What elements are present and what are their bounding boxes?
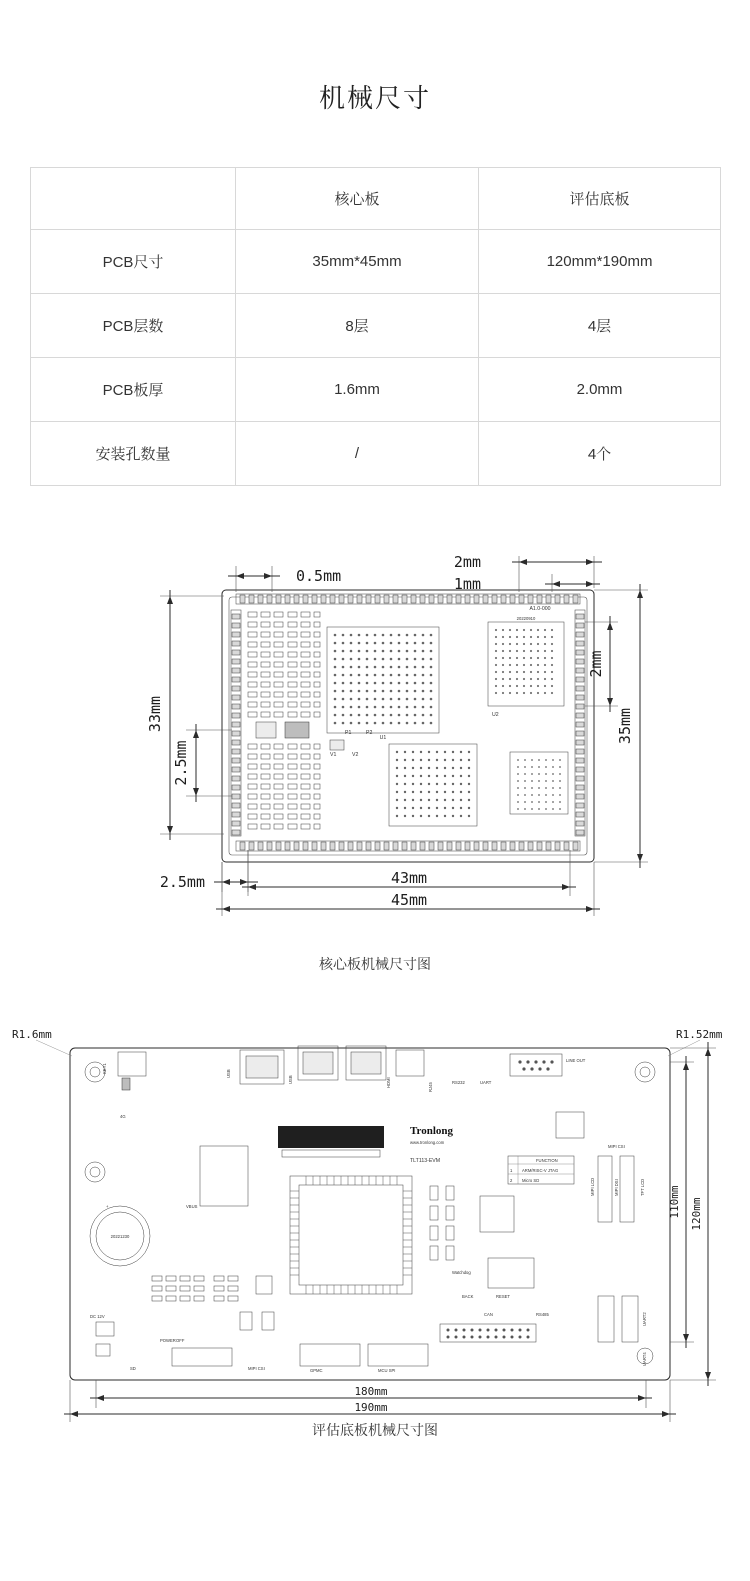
core-pad-col-right xyxy=(575,610,585,836)
svg-text:1: 1 xyxy=(510,1168,513,1173)
coin-cell-date-code: 20221230 xyxy=(110,1234,130,1239)
svg-text:4G: 4G xyxy=(120,1114,126,1119)
svg-text:RS485: RS485 xyxy=(536,1312,549,1317)
core-label-p2: P2 xyxy=(366,730,373,736)
core-passive-components xyxy=(248,612,344,829)
dim-bottom-left-2-5mm xyxy=(160,850,258,892)
switch-label: OFF xyxy=(176,1338,185,1343)
table-row xyxy=(31,230,721,294)
dim-right-2mm xyxy=(585,616,618,712)
dim-text-r1-6mm: R1.6mm xyxy=(12,1028,52,1041)
dim-text-0-5mm: 0.5mm xyxy=(296,567,342,585)
table-row xyxy=(31,422,721,486)
header-cell-eval-board: 评估底板 xyxy=(479,168,721,230)
dim-text-180mm: 180mm xyxy=(354,1385,388,1398)
cell-base-pcb-thickness: 2.0mm xyxy=(479,358,721,422)
core-pad-row-bottom xyxy=(236,841,580,851)
core-label-p1: P1 xyxy=(345,730,352,736)
dim-text-2mm-right: 2mm xyxy=(587,650,605,678)
svg-text:USB: USB xyxy=(288,1075,293,1084)
core-label-revision: A1.0-000 xyxy=(529,606,551,612)
dim-text-43mm: 43mm xyxy=(390,869,428,887)
dim-text-190mm: 190mm xyxy=(354,1401,388,1414)
cell-base-pcb-size: 120mm*190mm xyxy=(479,230,721,294)
brand-logo-text: Tronlong xyxy=(410,1125,453,1137)
svg-text:MCU SPI: MCU SPI xyxy=(378,1368,396,1373)
dim-text-120mm: 120mm xyxy=(690,1197,703,1231)
base-board-drawing-block xyxy=(0,1026,750,1440)
cell-core-pcb-thickness: 1.6mm xyxy=(236,358,479,422)
dim-top-left-0-5mm xyxy=(228,566,341,592)
core-board-mechanical-drawing xyxy=(0,544,750,944)
cell-core-mount-holes: / xyxy=(236,422,479,486)
table-row xyxy=(31,358,721,422)
svg-text:POWER: POWER xyxy=(160,1338,176,1343)
svg-text:SD: SD xyxy=(130,1366,136,1371)
callout-corner-left xyxy=(12,1028,72,1056)
core-component-emmc xyxy=(389,744,477,826)
svg-text:MIPI DSI: MIPI DSI xyxy=(614,1179,619,1196)
dim-text-2-5mm-bottom: 2.5mm xyxy=(159,873,205,891)
base-silkscreen-labels xyxy=(130,1144,625,1373)
table-header-row xyxy=(31,168,721,230)
brand-website-text: www.tronlong.com xyxy=(410,1140,445,1145)
cell-base-pcb-layers: 4层 xyxy=(479,294,721,358)
header-cell-blank xyxy=(31,168,236,230)
cell-core-pcb-size: 35mm*45mm xyxy=(236,230,479,294)
core-board-drawing-block xyxy=(0,544,750,974)
svg-text:UART4: UART4 xyxy=(642,1352,647,1366)
dim-text-33mm: 33mm xyxy=(146,695,164,733)
core-label-u2: U2 xyxy=(492,712,499,718)
base-silkscreen-top-labels xyxy=(102,1058,586,1119)
svg-text:GPMC: GPMC xyxy=(310,1368,323,1373)
svg-text:CAN: CAN xyxy=(484,1312,493,1317)
header-cell-core-board: 核心板 xyxy=(236,168,479,230)
core-board-caption: 核心板机械尺寸图 xyxy=(319,956,431,972)
svg-text:MIPI CSI: MIPI CSI xyxy=(608,1144,625,1149)
row-label-pcb-thickness: PCB板厚 xyxy=(31,358,236,422)
base-board-mechanical-drawing xyxy=(0,1026,750,1426)
page-title: 机械尺寸 xyxy=(318,83,431,113)
cell-base-mount-holes: 4个 xyxy=(479,422,721,486)
dim-text-2mm-top: 2mm xyxy=(453,553,481,571)
dim-bottom-43mm xyxy=(242,850,576,896)
base-power-section xyxy=(90,1314,185,1356)
core-pad-col-left xyxy=(231,610,241,836)
svg-text:RJ45: RJ45 xyxy=(428,1082,433,1092)
svg-text:VBUS: VBUS xyxy=(186,1204,198,1209)
base-pcb-outline xyxy=(70,1048,670,1380)
svg-text:USB: USB xyxy=(226,1069,231,1078)
callout-corner-right xyxy=(668,1028,723,1056)
core-pad-row-top xyxy=(236,594,580,604)
dim-left-33mm xyxy=(146,590,224,840)
core-label-v1: V1 xyxy=(330,752,337,758)
svg-text:ARM/RISC-V JTAG: ARM/RISC-V JTAG xyxy=(522,1168,559,1173)
svg-text:TFT LCD: TFT LCD xyxy=(640,1178,645,1196)
svg-text:UART2: UART2 xyxy=(642,1312,647,1326)
core-label-v2: V2 xyxy=(352,752,359,758)
row-label-mount-holes: 安装孔数量 xyxy=(31,422,236,486)
core-component-u1-soc xyxy=(327,627,439,741)
spec-table-wrapper xyxy=(30,167,720,486)
base-bottom-headers xyxy=(172,1324,536,1366)
base-coin-cell xyxy=(90,1204,150,1266)
core-component-memory xyxy=(488,616,564,706)
base-board-caption: 评估底板机械尺寸图 xyxy=(312,1422,438,1438)
base-function-table xyxy=(508,1156,574,1184)
svg-text:+: + xyxy=(106,1204,109,1209)
svg-text:UART: UART xyxy=(480,1080,492,1085)
core-label-date-code: 20220910 xyxy=(516,616,536,621)
svg-text:Watchdog: Watchdog xyxy=(452,1270,471,1275)
core-label-u1: U1 xyxy=(379,735,387,741)
dim-text-r1-52mm: R1.52mm xyxy=(676,1028,723,1041)
row-label-pcb-size: PCB尺寸 xyxy=(31,230,236,294)
svg-text:BACK: BACK xyxy=(462,1294,474,1299)
base-right-connectors xyxy=(590,1156,647,1366)
dim-text-2-5mm-left: 2.5mm xyxy=(172,740,190,786)
dim-text-1mm: 1mm xyxy=(453,575,481,593)
svg-text:2: 2 xyxy=(510,1178,513,1183)
svg-text:FUNCTION: FUNCTION xyxy=(536,1158,558,1163)
table-row xyxy=(31,294,721,358)
svg-text:LINE OUT: LINE OUT xyxy=(566,1058,586,1063)
row-label-pcb-layers: PCB层数 xyxy=(31,294,236,358)
svg-text:HDMI: HDMI xyxy=(386,1077,391,1088)
dim-left-2-5mm xyxy=(172,724,232,802)
spec-table xyxy=(30,167,721,486)
base-lcd-connector xyxy=(278,1126,384,1148)
base-mounting-holes xyxy=(85,1062,655,1364)
svg-text:MIPI CSI: MIPI CSI xyxy=(248,1366,265,1371)
svg-text:Micro SD: Micro SD xyxy=(522,1178,540,1183)
svg-text:KEY1: KEY1 xyxy=(102,1063,107,1074)
board-model-text: TLT113-EVM xyxy=(410,1158,441,1164)
svg-text:MIPI LCD: MIPI LCD xyxy=(590,1177,595,1196)
core-component-pmic xyxy=(510,752,568,814)
power-label: DC 12V xyxy=(90,1314,105,1319)
svg-text:RS232: RS232 xyxy=(452,1080,465,1085)
base-lcd-connector-pins xyxy=(282,1150,380,1157)
dim-text-45mm: 45mm xyxy=(390,891,428,909)
dim-text-35mm: 35mm xyxy=(616,707,634,745)
svg-text:RESET: RESET xyxy=(496,1294,510,1299)
dim-text-110mm: 110mm xyxy=(668,1185,681,1219)
base-top-connectors xyxy=(118,1046,562,1090)
base-central-soc xyxy=(290,1176,412,1294)
cell-core-pcb-layers: 8层 xyxy=(236,294,479,358)
dim-right-35mm xyxy=(594,584,648,868)
